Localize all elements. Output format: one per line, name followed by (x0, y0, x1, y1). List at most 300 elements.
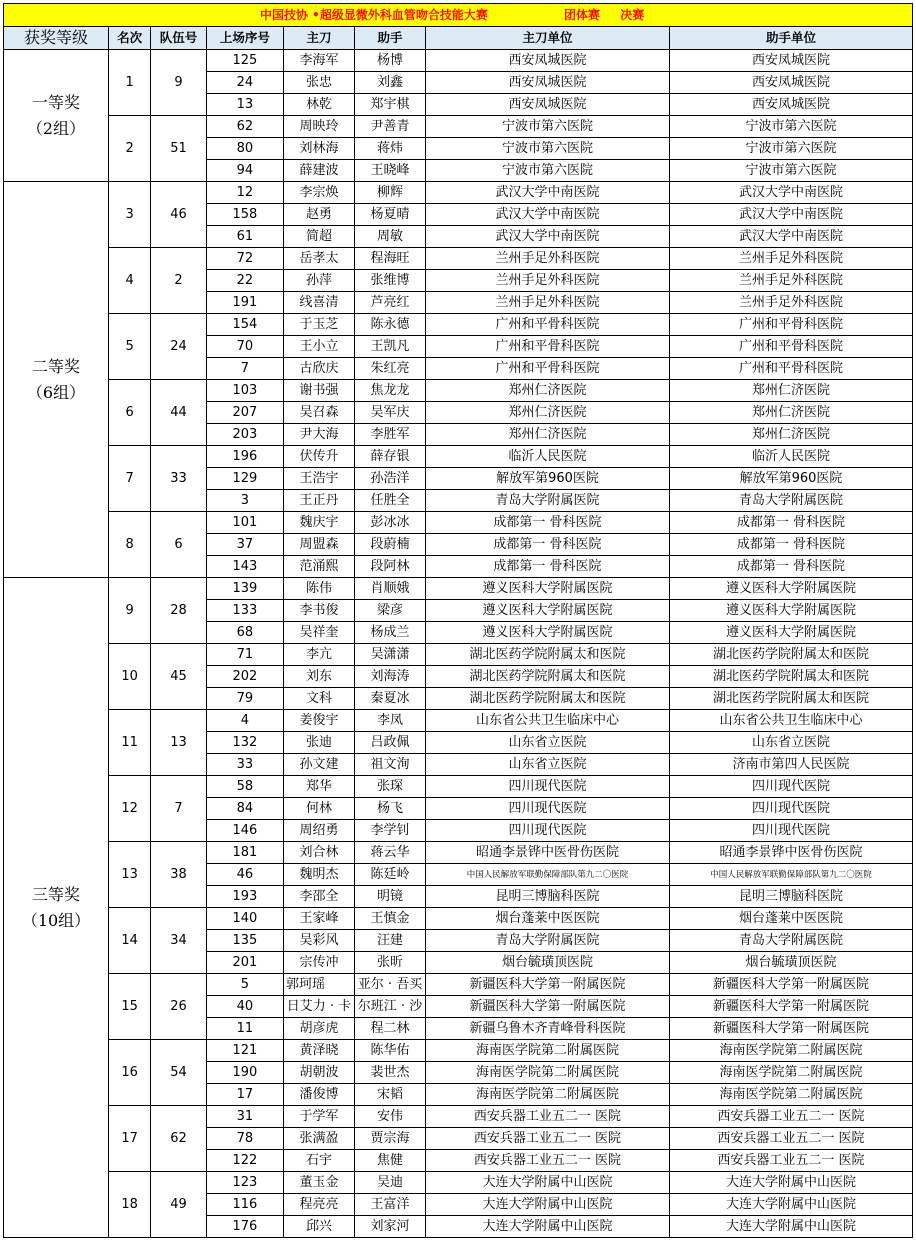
rank-cell: 7 (109, 446, 151, 512)
rank-cell: 13 (109, 842, 151, 908)
surgeon-cell: 李书俊 (283, 600, 354, 622)
surgeon-unit-cell: 西安兵器工业五二一 医院 (426, 1150, 670, 1172)
team-number-cell: 33 (151, 446, 207, 512)
header-surgeon-unit: 主刀单位 (426, 27, 670, 50)
assistant-unit-cell: 武汉大学中南医院 (669, 182, 912, 204)
surgeon-cell: 日艾力 · 卡 (283, 996, 354, 1018)
surgeon-cell: 黄泽晓 (283, 1040, 354, 1062)
team-number-cell: 51 (151, 116, 207, 182)
assistant-cell: 杨夏晴 (355, 204, 426, 226)
surgeon-unit-cell: 解放军第960医院 (426, 468, 670, 490)
rank-cell: 4 (109, 248, 151, 314)
team-number-cell: 44 (151, 380, 207, 446)
surgeon-cell: 简超 (283, 226, 354, 248)
surgeon-cell: 吴召森 (283, 402, 354, 424)
surgeon-cell: 张满盈 (283, 1128, 354, 1150)
surgeon-cell: 赵勇 (283, 204, 354, 226)
surgeon-unit-cell: 广州和平骨科医院 (426, 358, 670, 380)
table-row (4, 908, 913, 930)
assistant-unit-cell: 广州和平骨科医院 (669, 358, 912, 380)
surgeon-cell: 李亢 (283, 644, 354, 666)
surgeon-cell: 魏明杰 (283, 864, 354, 886)
seq-cell: 135 (206, 930, 283, 952)
seq-cell: 190 (206, 1062, 283, 1084)
surgeon-unit-cell: 湖北医药学院附属太和医院 (426, 666, 670, 688)
rank-cell: 11 (109, 710, 151, 776)
seq-cell: 3 (206, 490, 283, 512)
surgeon-cell: 线喜清 (283, 292, 354, 314)
surgeon-cell: 谢书强 (283, 380, 354, 402)
surgeon-cell: 周绍勇 (283, 820, 354, 842)
rank-cell: 18 (109, 1172, 151, 1238)
seq-cell: 78 (206, 1128, 283, 1150)
surgeon-unit-cell: 海南医学院第二附属医院 (426, 1084, 670, 1106)
surgeon-unit-cell: 西安兵器工业五二一 医院 (426, 1128, 670, 1150)
assistant-cell: 柳辉 (355, 182, 426, 204)
assistant-unit-cell: 兰州手足外科医院 (669, 292, 912, 314)
surgeon-cell: 文科 (283, 688, 354, 710)
assistant-cell: 蒋云华 (355, 842, 426, 864)
surgeon-cell: 周盟森 (283, 534, 354, 556)
surgeon-unit-cell: 山东省公共卫生临床中心 (426, 710, 670, 732)
surgeon-cell: 邱兴 (283, 1216, 354, 1238)
seq-cell: 72 (206, 248, 283, 270)
award-level-cell (4, 50, 109, 182)
assistant-cell: 王慎金 (355, 908, 426, 930)
team-number-cell: 45 (151, 644, 207, 710)
seq-cell: 101 (206, 512, 283, 534)
table-row (4, 644, 913, 666)
rank-cell: 14 (109, 908, 151, 974)
surgeon-unit-cell: 西安凤城医院 (426, 72, 670, 94)
assistant-unit-cell: 昭通李景铧中医骨伤医院 (669, 842, 912, 864)
seq-cell: 24 (206, 72, 283, 94)
assistant-unit-cell: 济南市第四人民医院 (669, 754, 912, 776)
assistant-unit-cell: 青岛大学附属医院 (669, 490, 912, 512)
award-level-count: （10组） (21, 910, 91, 930)
surgeon-cell: 陈伟 (283, 578, 354, 600)
seq-cell: 193 (206, 886, 283, 908)
surgeon-unit-cell: 临沂人民医院 (426, 446, 670, 468)
surgeon-unit-cell: 成都第一 骨科医院 (426, 556, 670, 578)
assistant-unit-cell: 大连大学附属中山医院 (669, 1172, 912, 1194)
team-number-cell: 49 (151, 1172, 207, 1238)
assistant-unit-cell: 遵义医科大学附属医院 (669, 600, 912, 622)
assistant-cell: 彭冰冰 (355, 512, 426, 534)
assistant-unit-cell: 山东省公共卫生临床中心 (669, 710, 912, 732)
seq-cell: 121 (206, 1040, 283, 1062)
surgeon-unit-cell: 武汉大学中南医院 (426, 226, 670, 248)
seq-cell: 154 (206, 314, 283, 336)
surgeon-cell: 张忠 (283, 72, 354, 94)
assistant-cell: 郑宇棋 (355, 94, 426, 116)
assistant-unit-cell: 烟台毓璜顶医院 (669, 952, 912, 974)
assistant-unit-cell: 宁波市第六医院 (669, 138, 912, 160)
assistant-unit-cell: 四川现代医院 (669, 776, 912, 798)
assistant-unit-cell: 兰州手足外科医院 (669, 248, 912, 270)
surgeon-cell: 潘俊博 (283, 1084, 354, 1106)
table-row (4, 776, 913, 798)
title-cell (4, 4, 913, 27)
assistant-cell: 贾宗海 (355, 1128, 426, 1150)
surgeon-unit-cell: 成都第一 骨科医院 (426, 512, 670, 534)
assistant-unit-cell: 大连大学附属中山医院 (669, 1216, 912, 1238)
assistant-cell: 吕政佩 (355, 732, 426, 754)
header-rank: 名次 (109, 27, 151, 50)
results-sheet (3, 3, 913, 1238)
seq-cell: 207 (206, 402, 283, 424)
surgeon-unit-cell: 烟台毓璜顶医院 (426, 952, 670, 974)
assistant-unit-cell: 西安凤城医院 (669, 94, 912, 116)
assistant-unit-cell: 湖北医药学院附属太和医院 (669, 644, 912, 666)
surgeon-unit-cell: 四川现代医院 (426, 776, 670, 798)
assistant-cell: 吴军庆 (355, 402, 426, 424)
seq-cell: 7 (206, 358, 283, 380)
assistant-cell: 周敏 (355, 226, 426, 248)
assistant-cell: 任胜全 (355, 490, 426, 512)
surgeon-unit-cell: 成都第一 骨科医院 (426, 534, 670, 556)
seq-cell: 68 (206, 622, 283, 644)
header-assistant-unit: 助手单位 (669, 27, 912, 50)
surgeon-unit-cell: 海南医学院第二附属医院 (426, 1062, 670, 1084)
surgeon-cell: 程亮亮 (283, 1194, 354, 1216)
assistant-unit-cell: 四川现代医院 (669, 820, 912, 842)
surgeon-unit-cell: 新疆医科大学第一附属医院 (426, 974, 670, 996)
surgeon-unit-cell: 遵义医科大学附属医院 (426, 578, 670, 600)
rank-cell: 12 (109, 776, 151, 842)
assistant-unit-cell: 西安兵器工业五二一 医院 (669, 1150, 912, 1172)
assistant-cell: 刘海涛 (355, 666, 426, 688)
team-number-cell: 38 (151, 842, 207, 908)
seq-cell: 62 (206, 116, 283, 138)
table-row (4, 1172, 913, 1194)
surgeon-unit-cell: 山东省立医院 (426, 754, 670, 776)
surgeon-cell: 董玉金 (283, 1172, 354, 1194)
team-number-cell: 54 (151, 1040, 207, 1106)
assistant-unit-cell: 烟台蓬莱中医医院 (669, 908, 912, 930)
assistant-cell: 尹善青 (355, 116, 426, 138)
seq-cell: 79 (206, 688, 283, 710)
award-level-count: （6组） (26, 382, 86, 402)
table-row (4, 50, 913, 72)
surgeon-cell: 魏庆宇 (283, 512, 354, 534)
seq-cell: 40 (206, 996, 283, 1018)
assistant-cell: 焦健 (355, 1150, 426, 1172)
assistant-cell: 亚尔 · 吾买 (355, 974, 426, 996)
results-body (4, 4, 913, 1238)
assistant-cell: 陈永德 (355, 314, 426, 336)
surgeon-unit-cell: 遵义医科大学附属医院 (426, 600, 670, 622)
seq-cell: 146 (206, 820, 283, 842)
seq-cell: 143 (206, 556, 283, 578)
surgeon-unit-cell: 四川现代医院 (426, 798, 670, 820)
seq-cell: 176 (206, 1216, 283, 1238)
results-table (3, 3, 913, 1238)
team-number-cell: 7 (151, 776, 207, 842)
surgeon-cell: 石宇 (283, 1150, 354, 1172)
assistant-unit-cell: 成都第一 骨科医院 (669, 534, 912, 556)
seq-cell: 46 (206, 864, 283, 886)
seq-cell: 139 (206, 578, 283, 600)
assistant-cell: 朱红亮 (355, 358, 426, 380)
surgeon-cell: 吴祥奎 (283, 622, 354, 644)
surgeon-unit-cell: 西安兵器工业五二一 医院 (426, 1106, 670, 1128)
surgeon-cell: 王正丹 (283, 490, 354, 512)
surgeon-unit-cell: 郑州仁济医院 (426, 380, 670, 402)
surgeon-cell: 于学军 (283, 1106, 354, 1128)
assistant-cell: 肖顺娥 (355, 578, 426, 600)
surgeon-cell: 孙文建 (283, 754, 354, 776)
surgeon-unit-cell: 兰州手足外科医院 (426, 270, 670, 292)
surgeon-unit-cell: 中国人民解放军联勤保障部队第九二〇医院 (426, 864, 670, 886)
surgeon-cell: 姜俊宇 (283, 710, 354, 732)
surgeon-unit-cell: 宁波市第六医院 (426, 160, 670, 182)
seq-cell: 22 (206, 270, 283, 292)
surgeon-cell: 王浩宇 (283, 468, 354, 490)
assistant-unit-cell: 新疆医科大学第一附属医院 (669, 996, 912, 1018)
surgeon-unit-cell: 西安凤城医院 (426, 50, 670, 72)
surgeon-unit-cell: 湖北医药学院附属太和医院 (426, 644, 670, 666)
seq-cell: 84 (206, 798, 283, 820)
surgeon-unit-cell: 四川现代医院 (426, 820, 670, 842)
rank-cell: 6 (109, 380, 151, 446)
assistant-cell: 安伟 (355, 1106, 426, 1128)
surgeon-cell: 王小立 (283, 336, 354, 358)
seq-cell: 202 (206, 666, 283, 688)
table-row (4, 578, 913, 600)
assistant-cell: 蒋炜 (355, 138, 426, 160)
seq-cell: 71 (206, 644, 283, 666)
surgeon-cell: 李邵全 (283, 886, 354, 908)
assistant-cell: 秦夏冰 (355, 688, 426, 710)
assistant-cell: 芦亮红 (355, 292, 426, 314)
assistant-unit-cell: 郑州仁济医院 (669, 424, 912, 446)
surgeon-unit-cell: 广州和平骨科医院 (426, 336, 670, 358)
rank-cell: 3 (109, 182, 151, 248)
seq-cell: 80 (206, 138, 283, 160)
rank-cell: 9 (109, 578, 151, 644)
seq-cell: 191 (206, 292, 283, 314)
assistant-unit-cell: 西安凤城医院 (669, 72, 912, 94)
seq-cell: 158 (206, 204, 283, 226)
header-assistant: 助手 (355, 27, 426, 50)
seq-cell: 125 (206, 50, 283, 72)
surgeon-unit-cell: 海南医学院第二附属医院 (426, 1040, 670, 1062)
surgeon-cell: 刘合林 (283, 842, 354, 864)
seq-cell: 122 (206, 1150, 283, 1172)
assistant-unit-cell: 西安兵器工业五二一 医院 (669, 1128, 912, 1150)
surgeon-unit-cell: 青岛大学附属医院 (426, 930, 670, 952)
surgeon-unit-cell: 大连大学附属中山医院 (426, 1216, 670, 1238)
seq-cell: 181 (206, 842, 283, 864)
surgeon-cell: 周映玲 (283, 116, 354, 138)
assistant-unit-cell: 郑州仁济医院 (669, 402, 912, 424)
seq-cell: 103 (206, 380, 283, 402)
surgeon-cell: 刘东 (283, 666, 354, 688)
surgeon-unit-cell: 大连大学附属中山医院 (426, 1194, 670, 1216)
seq-cell: 4 (206, 710, 283, 732)
assistant-unit-cell: 兰州手足外科医院 (669, 270, 912, 292)
header-team: 队伍号 (151, 27, 207, 50)
assistant-cell: 裴世杰 (355, 1062, 426, 1084)
assistant-unit-cell: 遵义医科大学附属医院 (669, 622, 912, 644)
surgeon-cell: 何林 (283, 798, 354, 820)
surgeon-cell: 胡朝波 (283, 1062, 354, 1084)
assistant-unit-cell: 湖北医药学院附属太和医院 (669, 688, 912, 710)
assistant-cell: 吴迪 (355, 1172, 426, 1194)
team-number-cell: 9 (151, 50, 207, 116)
table-row (4, 314, 913, 336)
assistant-cell: 张维博 (355, 270, 426, 292)
assistant-cell: 陈廷岭 (355, 864, 426, 886)
stage-label: 决赛 (620, 8, 645, 22)
rank-cell: 8 (109, 512, 151, 578)
assistant-unit-cell: 大连大学附属中山医院 (669, 1194, 912, 1216)
header-surgeon: 主刀 (283, 27, 354, 50)
category-label: 团体赛 (564, 8, 601, 22)
seq-cell: 17 (206, 1084, 283, 1106)
rank-cell: 1 (109, 50, 151, 116)
table-row (4, 182, 913, 204)
surgeon-unit-cell: 湖北医药学院附属太和医院 (426, 688, 670, 710)
assistant-cell: 王凯凡 (355, 336, 426, 358)
surgeon-unit-cell: 兰州手足外科医院 (426, 292, 670, 314)
assistant-cell: 梁彦 (355, 600, 426, 622)
assistant-cell: 王晓峰 (355, 160, 426, 182)
team-number-cell: 62 (151, 1106, 207, 1172)
surgeon-unit-cell: 新疆乌鲁木齐青峰骨科医院 (426, 1018, 670, 1040)
surgeon-cell: 古欣庆 (283, 358, 354, 380)
rank-cell: 17 (109, 1106, 151, 1172)
seq-cell: 94 (206, 160, 283, 182)
assistant-cell: 刘鑫 (355, 72, 426, 94)
assistant-cell: 祖文洵 (355, 754, 426, 776)
award-level-cell (4, 578, 109, 1238)
award-level-name: 一等奖 (31, 92, 80, 112)
seq-cell: 37 (206, 534, 283, 556)
assistant-unit-cell: 宁波市第六医院 (669, 116, 912, 138)
table-row (4, 116, 913, 138)
surgeon-unit-cell: 昭通李景铧中医骨伤医院 (426, 842, 670, 864)
table-row (4, 1040, 913, 1062)
assistant-unit-cell: 广州和平骨科医院 (669, 336, 912, 358)
table-row (4, 842, 913, 864)
surgeon-unit-cell: 昆明三博脑科医院 (426, 886, 670, 908)
table-row (4, 1106, 913, 1128)
assistant-unit-cell: 解放军第960医院 (669, 468, 912, 490)
team-number-cell: 6 (151, 512, 207, 578)
rank-cell: 5 (109, 314, 151, 380)
assistant-cell: 杨飞 (355, 798, 426, 820)
seq-cell: 129 (206, 468, 283, 490)
assistant-unit-cell: 临沂人民医院 (669, 446, 912, 468)
table-row (4, 512, 913, 534)
surgeon-cell: 李海军 (283, 50, 354, 72)
table-row (4, 380, 913, 402)
assistant-unit-cell: 四川现代医院 (669, 798, 912, 820)
seq-cell: 201 (206, 952, 283, 974)
surgeon-unit-cell: 遵义医科大学附属医院 (426, 622, 670, 644)
header-level: 获奖等级 (4, 27, 109, 50)
table-row (4, 710, 913, 732)
surgeon-unit-cell: 烟台蓬莱中医医院 (426, 908, 670, 930)
surgeon-unit-cell: 西安凤城医院 (426, 94, 670, 116)
seq-cell: 33 (206, 754, 283, 776)
surgeon-unit-cell: 宁波市第六医院 (426, 138, 670, 160)
assistant-cell: 宋韬 (355, 1084, 426, 1106)
assistant-unit-cell: 郑州仁济医院 (669, 380, 912, 402)
assistant-cell: 吴潇潇 (355, 644, 426, 666)
assistant-unit-cell: 新疆医科大学第一附属医院 (669, 1018, 912, 1040)
assistant-cell: 王富洋 (355, 1194, 426, 1216)
surgeon-cell: 尹大海 (283, 424, 354, 446)
seq-cell: 196 (206, 446, 283, 468)
team-number-cell: 13 (151, 710, 207, 776)
table-row (4, 974, 913, 996)
rank-cell: 2 (109, 116, 151, 182)
surgeon-cell: 郑华 (283, 776, 354, 798)
header-row (4, 27, 913, 50)
assistant-cell: 杨成兰 (355, 622, 426, 644)
rank-cell: 10 (109, 644, 151, 710)
assistant-cell: 李凤 (355, 710, 426, 732)
assistant-cell: 张琛 (355, 776, 426, 798)
assistant-cell: 薛存银 (355, 446, 426, 468)
assistant-unit-cell: 西安兵器工业五二一 医院 (669, 1106, 912, 1128)
assistant-unit-cell: 中国人民解放军联勤保障部队第九二〇医院 (669, 864, 912, 886)
surgeon-unit-cell: 大连大学附属中山医院 (426, 1172, 670, 1194)
award-level-name: 二等奖 (31, 356, 80, 376)
surgeon-cell: 伏传升 (283, 446, 354, 468)
assistant-cell: 孙浩洋 (355, 468, 426, 490)
assistant-unit-cell: 遵义医科大学附属医院 (669, 578, 912, 600)
surgeon-cell: 王家峰 (283, 908, 354, 930)
assistant-unit-cell: 海南医学院第二附属医院 (669, 1084, 912, 1106)
assistant-unit-cell: 成都第一 骨科医院 (669, 556, 912, 578)
assistant-cell: 汪建 (355, 930, 426, 952)
surgeon-cell: 林乾 (283, 94, 354, 116)
surgeon-cell: 吴彩风 (283, 930, 354, 952)
team-number-cell: 46 (151, 182, 207, 248)
team-number-cell: 28 (151, 578, 207, 644)
surgeon-cell: 范涌熙 (283, 556, 354, 578)
award-level-cell (4, 182, 109, 578)
seq-cell: 12 (206, 182, 283, 204)
assistant-unit-cell: 宁波市第六医院 (669, 160, 912, 182)
surgeon-unit-cell: 青岛大学附属医院 (426, 490, 670, 512)
award-level-name: 三等奖 (31, 884, 80, 904)
assistant-cell: 明镜 (355, 886, 426, 908)
surgeon-unit-cell: 郑州仁济医院 (426, 402, 670, 424)
surgeon-unit-cell: 宁波市第六医院 (426, 116, 670, 138)
assistant-cell: 尔班江 · 沙 (355, 996, 426, 1018)
assistant-unit-cell: 成都第一 骨科医院 (669, 512, 912, 534)
header-seq: 上场序号 (206, 27, 283, 50)
assistant-unit-cell: 海南医学院第二附属医院 (669, 1040, 912, 1062)
surgeon-cell: 张迪 (283, 732, 354, 754)
surgeon-unit-cell: 新疆医科大学第一附属医院 (426, 996, 670, 1018)
seq-cell: 11 (206, 1018, 283, 1040)
team-number-cell: 34 (151, 908, 207, 974)
seq-cell: 31 (206, 1106, 283, 1128)
assistant-cell: 段阿林 (355, 556, 426, 578)
team-number-cell: 2 (151, 248, 207, 314)
title-row (4, 4, 913, 27)
assistant-cell: 陈华佑 (355, 1040, 426, 1062)
rank-cell: 16 (109, 1040, 151, 1106)
event-title: 中国技协 •超级显微外科血管吻合技能大赛 (260, 8, 488, 22)
seq-cell: 203 (206, 424, 283, 446)
